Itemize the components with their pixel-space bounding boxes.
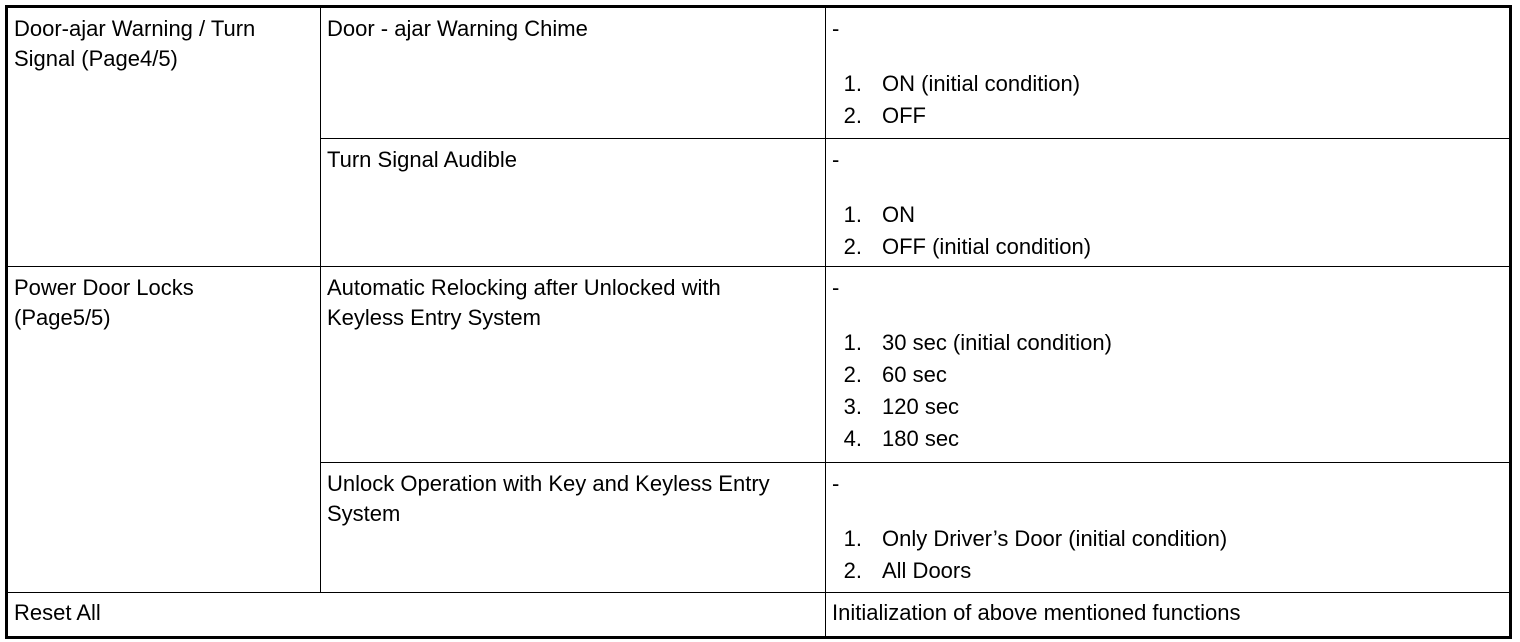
reset-label-cell xyxy=(8,593,825,637)
feature-name: Automatic Relocking after Unlocked with Keyless Entry System xyxy=(327,275,721,330)
option-number: 1. xyxy=(843,330,862,355)
list-item xyxy=(832,100,1080,132)
list-item xyxy=(832,555,1227,587)
feature-name: Turn Signal Audible xyxy=(327,147,517,172)
reset-label: Reset All xyxy=(14,600,101,625)
option-number: 2. xyxy=(843,103,862,128)
list-item xyxy=(832,231,1091,263)
option-text: 60 sec xyxy=(882,362,947,387)
group-label: Power Door Locks (Page5/5) xyxy=(14,275,194,330)
option-number: 2. xyxy=(843,558,862,583)
options-dash: - xyxy=(832,471,840,496)
table-group xyxy=(8,266,1509,593)
feature-cell xyxy=(320,8,825,138)
feature-cell xyxy=(320,462,825,593)
options-dash: - xyxy=(832,147,840,172)
option-number: 1. xyxy=(843,71,862,96)
option-number: 1. xyxy=(843,202,862,227)
option-number: 2. xyxy=(843,362,862,387)
group-label-cell xyxy=(8,267,320,593)
options-dash: - xyxy=(832,16,840,41)
option-number: 1. xyxy=(843,526,862,551)
option-text: ON xyxy=(882,202,915,227)
list-item xyxy=(832,391,1112,423)
options-cell xyxy=(825,462,1509,593)
list-item xyxy=(832,199,1091,231)
feature-cell xyxy=(320,267,825,462)
options-cell xyxy=(825,8,1509,138)
options-list xyxy=(832,523,1227,587)
table-row xyxy=(8,592,1509,637)
options-cell xyxy=(825,267,1509,462)
option-text: OFF xyxy=(882,103,926,128)
list-item xyxy=(832,327,1112,359)
option-number: 3. xyxy=(843,394,862,419)
feature-cell xyxy=(320,138,825,266)
reset-description: Initialization of above mentioned functions xyxy=(832,600,1241,625)
table-group xyxy=(8,8,1509,266)
feature-name: Door - ajar Warning Chime xyxy=(327,16,588,41)
reset-description-cell xyxy=(825,593,1509,637)
option-text: OFF (initial condition) xyxy=(882,234,1092,259)
option-text: 120 sec xyxy=(882,394,960,419)
options-cell xyxy=(825,138,1509,266)
option-number: 2. xyxy=(843,234,862,259)
option-text: Only Driver’s Door (initial condition) xyxy=(882,526,1228,551)
settings-table xyxy=(5,5,1512,639)
option-text: ON (initial condition) xyxy=(882,71,1081,96)
option-text: 30 sec (initial condition) xyxy=(882,330,1112,355)
options-list xyxy=(832,68,1080,132)
option-text: All Doors xyxy=(882,558,972,583)
list-item xyxy=(832,68,1080,100)
list-item xyxy=(832,359,1112,391)
group-label: Door-ajar Warning / Turn Signal (Page4/5) xyxy=(14,16,256,71)
options-list xyxy=(832,199,1091,263)
list-item xyxy=(832,423,1112,455)
group-label-cell xyxy=(8,8,320,266)
list-item xyxy=(832,523,1227,555)
options-dash: - xyxy=(832,275,840,300)
feature-name: Unlock Operation with Key and Keyless Entry System xyxy=(327,471,770,526)
options-list xyxy=(832,327,1112,455)
option-number: 4. xyxy=(843,426,862,451)
option-text: 180 sec xyxy=(882,426,960,451)
